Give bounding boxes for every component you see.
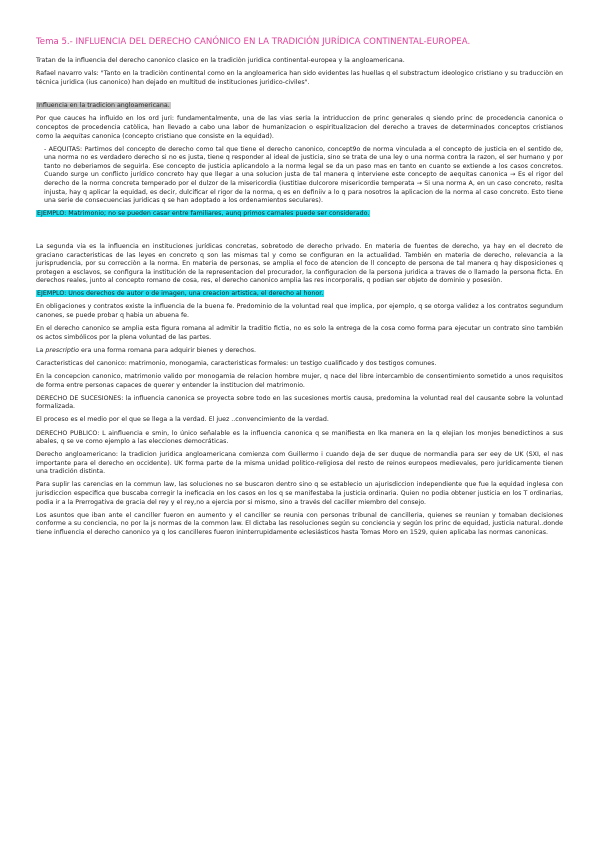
paragraph-prescriptio-pre: La xyxy=(36,346,44,354)
paragraph-sucesiones: DERECHO DE SUCESIONES: la influencia canonica se proyecta sobre todo en las sucesiones mortis causa, predomina la voluntad real del causante sobre la voluntad formalizada. xyxy=(36,394,563,411)
section-heading-text: Influencia en la tradicion angloamericana. xyxy=(37,102,170,110)
paragraph-canciller: Los asuntos que iban ante el canciller fueron en aumento y el canciller se reunia con personas tribunal de cancilleria, quienes se reunian y tomaban decisiones conforme a su conciencia, no por la js normas de la common law. El dictaba las resoluciones según su conciencia y según los princ de equidad, justicia natural..donde tiene influencia el derecho canonico ya q los cancilleres fueron ininterrupidamente eclesiásticos hasta Tomas Moro en 1529, quien aplicaba las normas canonicas. xyxy=(36,511,563,536)
paragraph-aequitas: - AEQUITAS: Partimos del concepto de derecho como tal que tiene el derecho canonico, concept9o de norma vinculada a el concepto de justicia en el sentido de, una norma no es verdadero derecho si no es justa, tiene q responder al ideal de justicia, sino se trata de una ley o una norma contra la razon, el ser humano y por tanto no deberiamos de seguirla. Ese concepto de justicia aplicandolo a la norma legal se da un paso mas en tanto en cuanto se extiende a los casos concretos. Cuando surge un conflicto jurídico concreto hay que llegar a una solucion justa de tal manera q interviene este concepto de aequitas canonica → Es el rigor del derecho de la norma concreta temperado por el dulzor de la misericordia (iustitiae dulcorore misericordie temperata → Si una norma A, en un caso concreto, reslta injusta, hay q aplicar la equidad, es decir, dulcificar el rigor de la norma, q es en definiiv a lo q para nosotros la aplicacion de la norma al caso concreto. Esto tiene una serie de consecuencias juridicas q se han adoptado a los ordenamientos seculares). xyxy=(44,145,563,205)
paragraph-prescriptio xyxy=(36,347,563,356)
document-title: Tema 5.- INFLUENCIA DEL DERECHO CANÓNICO EN LA TRADICIÓN JURÍDICA CONTINENTAL-EUROPEA. xyxy=(36,37,471,47)
paragraph-cauces-text: Por que cauces ha influido en los ord juri: fundamentalmente, una de las vias seria la intriduccion de princ generales q siendo princ de procedencia canonica o conceptos de procedencia catòlica, han llevado a cabo una labor de humanizacion o espiritualizacion del derecho a traves de determinados conceptos cristianos como la xyxy=(36,115,563,140)
paragraph-angloamericano: Derecho angloamericano: la tradicion juridica angloamericana comienza com Guillermo i cuando deja de ser duque de normandia para ser eey de UK (SXI, el nas importante para el derecho en occidente). UK forma parte de la misma unidad politico-religiosa del resto de reinos europeos medievales, pero jurídicamente tienen una tradición distinta. xyxy=(36,451,563,476)
prescriptio-term: prescriptio xyxy=(45,346,79,354)
example-matrimonio-text: EJEMPLO: Matrimonio; no se pueden casar entre familiares, aunq primos carnales puede ser considerado. xyxy=(37,210,370,218)
example-derechos-autor-text: EJEMPLO: Unos derechos de autor o de imagen, una creacion artistica, el derecho al honor. xyxy=(37,290,324,298)
paragraph-instituciones: La segunda via es la influencia en instituciones jurídicas concretas, sobretodo de derecho privado. En materia de fuentes de derecho, ya hay en el decreto de graciano caracteristicas de las leyes en concreto q son las mismas tal y como se configuran en la actualidad. También en materia de derecho, relevancia a la jurisprudencia, por su correcciòn a la norma. En materia de personas, se amplia el foco de atencion de ll concepto de persona de tal manera q hay disposiciones q protegen a esclavos, se configura la institución de la representacion del procurador, la configuracion de la persona juridica a traves de o llamado la persona ficta. En derechos reales, junto al concepto romano de cosa, res, el derecho canonico amplia las res incorporalis, q podian ser objeto de dominio y posesiòn. xyxy=(36,242,563,285)
paragraph-prescriptio-end: era una forma romana para adquirir bienes y derechos. xyxy=(81,346,256,354)
aequitas-term: aequitas xyxy=(62,132,91,140)
paragraph-derecho-publico: DERECHO PUBLICO: L ainfluencia e smin, lo único señalable es la influencia canonica q se manifiesta en lka manera en la q elejian los monjes benedictinos a sus abales, q se ve como ejemplo a las elecciones democráticas. xyxy=(36,429,563,446)
paragraph-cauces-end: canonica (concepto cristiano que consiste en la equidad). xyxy=(92,132,274,140)
paragraph-matrimonio: En la concepcion canonico, matrimonio valido por monogamia de relacion hombre mujer, q nace del libre intercambio de consentimiento sometido a unos requisitos de forma entre personas capaces de querer y entender la institucion del matrimonio. xyxy=(36,373,563,389)
paragraph-cauces xyxy=(36,115,563,141)
paragraph-proceso: El proceso es el medio por el que se llega a la verdad. El juez ..convencimiento de la verdad. xyxy=(36,416,329,424)
quote-paragraph: Rafael navarro vals: "Tanto en la tradiciòn continental como en la angloamerica han sido evidentes las huellas q el substractum ideologico cristiano y su traducciòn en técnica juridica (ius canonico) han dejado en multitud de instituciones juridico-civiles". xyxy=(36,70,563,86)
document-body xyxy=(36,37,563,542)
paragraph-obligaciones: En obligaciones y contratos existe la influencia de la buena fe. Predominio de la voluntad real que implica, por ejemplo, q se otorga validez a los contratos segundum canones, se puede probar q habia un abuena fe. xyxy=(36,303,563,320)
paragraph-traditio: En el derecho canonico se amplia esta figura romana al admitir la traditio fictia, no es solo la entrega de la cosa como forma para ejecutar un contrato sino también os actos simbólicos por la plena voluntad de las partes. xyxy=(36,325,563,341)
paragraph-commun-law: Para suplir las carencias en la commun law, las soluciones no se buscaron dentro sino q se establecio un ajurisdiccion independiente que fue la equidad inglesa con jurisdiccion especifica que buscaba corregir la ineficacia en los casos en los q se manifestaba la justicia ordinaria. Quien no podia obtener justicia en los T ordinarias, podia ir a la Prerrogativa de gracia del rey y el rey,no a ejercia por si mismo, sino a través del caciller miembro del consejo. xyxy=(36,481,563,506)
example-matrimonio xyxy=(36,210,563,219)
section-heading xyxy=(36,102,563,111)
example-derechos-autor xyxy=(36,290,563,299)
intro-paragraph: Tratan de la influencia del derecho canonico clasico en la tradiciòn juridica continental-europea y la angloamericana. xyxy=(36,57,405,64)
paragraph-caracteristicas: Caracteristicas del canonico: matrimonio, monogamia, caracteristicas formales: un testigo cualificado y dos testigos comunes. xyxy=(36,359,437,367)
